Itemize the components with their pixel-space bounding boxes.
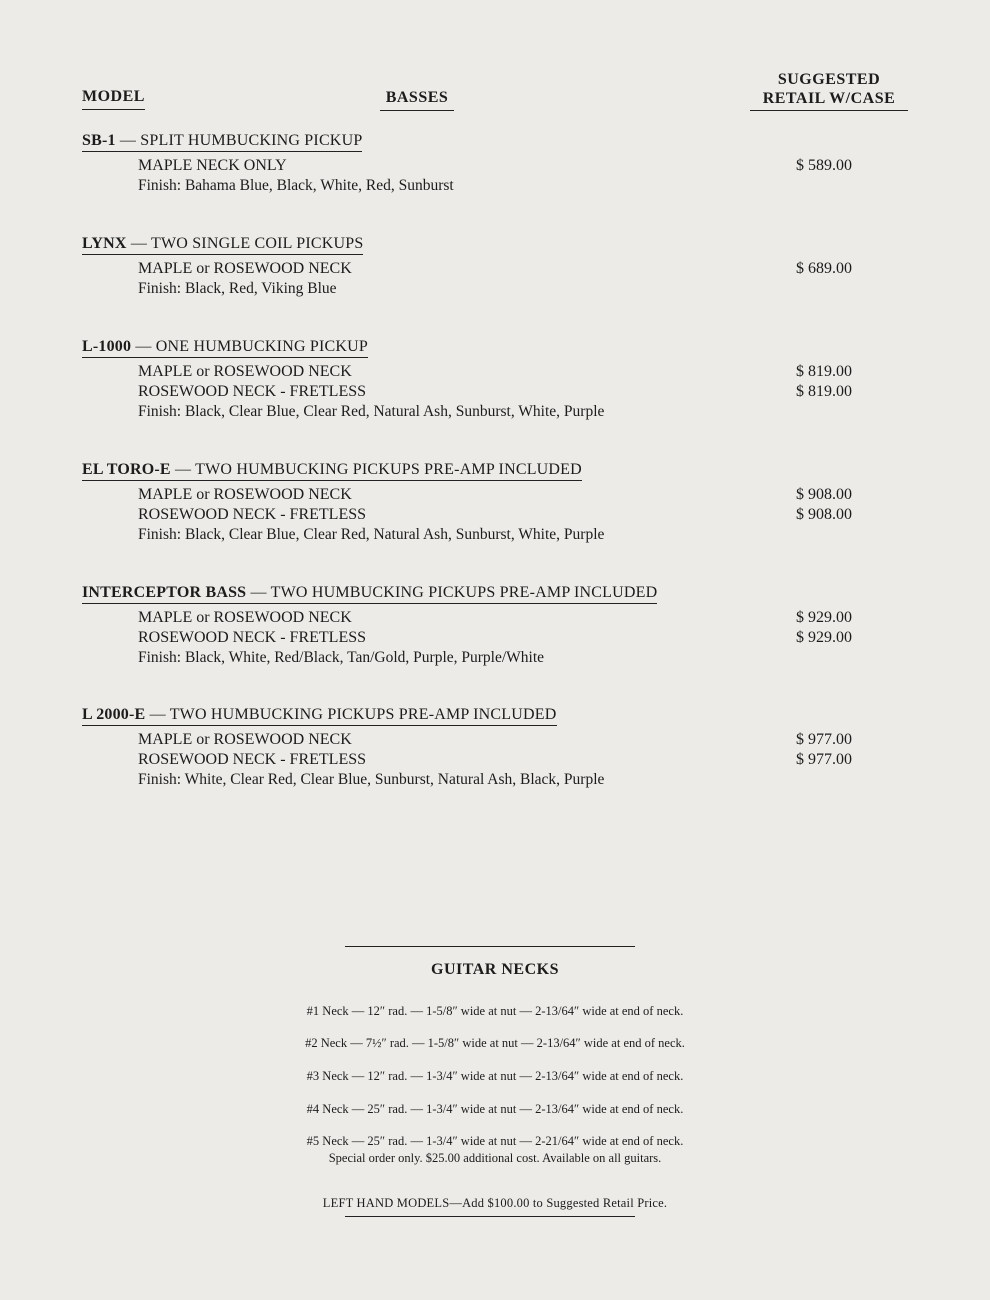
- neck-label: MAPLE or ROSEWOOD NECK: [138, 731, 352, 748]
- section-divider-bottom: [345, 1216, 635, 1217]
- model-sb-1: [82, 132, 902, 196]
- neck-option: [138, 730, 902, 750]
- model-title: [82, 461, 582, 481]
- neck-label: MAPLE or ROSEWOOD NECK: [138, 363, 352, 380]
- model-name: INTERCEPTOR BASS: [82, 584, 247, 601]
- price: $ 977.00: [796, 731, 852, 748]
- model-description: — SPLIT HUMBUCKING PICKUP: [115, 132, 363, 149]
- finish-options: Finish: Black, White, Red/Black, Tan/Gold, Purple, Purple/White: [138, 649, 545, 666]
- neck-option: [138, 608, 902, 628]
- neck-option: [138, 750, 902, 770]
- retail-header-line2: RETAIL W/CASE: [762, 90, 896, 107]
- finish-options: Finish: Bahama Blue, Black, White, Red, Sunburst: [138, 177, 454, 194]
- neck-spec-line: #4 Neck — 25″ rad. — 1-3/4″ wide at nut — 2-13/64″ wide at end of neck.: [306, 1102, 684, 1116]
- neck-label: MAPLE or ROSEWOOD NECK: [138, 260, 352, 277]
- neck-label: MAPLE or ROSEWOOD NECK: [138, 486, 352, 503]
- model-l-2000-e: [82, 706, 902, 790]
- neck-option: [138, 505, 902, 525]
- price: $ 908.00: [796, 486, 852, 503]
- neck-label: ROSEWOOD NECK - FRETLESS: [138, 751, 367, 768]
- neck-option: [138, 362, 902, 382]
- neck-label: ROSEWOOD NECK - FRETLESS: [138, 506, 367, 523]
- finish-options: Finish: Black, Clear Blue, Clear Red, Natural Ash, Sunburst, White, Purple: [138, 403, 605, 420]
- model-title: [82, 584, 657, 604]
- model-l-1000: [82, 338, 902, 422]
- neck-option: [138, 628, 902, 648]
- retail-header-line1: SUGGESTED: [777, 71, 881, 88]
- model-description: — TWO HUMBUCKING PICKUPS PRE-AMP INCLUDED: [246, 584, 658, 601]
- model-description: — TWO HUMBUCKING PICKUPS PRE-AMP INCLUDED: [145, 706, 557, 723]
- section-divider-top: [345, 946, 635, 947]
- model-lynx: [82, 235, 902, 299]
- model-description: — ONE HUMBUCKING PICKUP: [131, 338, 369, 355]
- model-title: [82, 235, 363, 255]
- model-title: [82, 132, 362, 152]
- neck-spec-line: #5 Neck — 25″ rad. — 1-3/4″ wide at nut — 2-21/64″ wide at end of neck.: [306, 1134, 684, 1148]
- neck-spec-line: #1 Neck — 12″ rad. — 1-5/8″ wide at nut — 2-13/64″ wide at end of neck.: [306, 1004, 684, 1018]
- model-name: L-1000: [82, 338, 132, 355]
- model-column-header: MODEL: [82, 88, 145, 110]
- price: $ 589.00: [796, 157, 852, 174]
- left-hand-models-note: LEFT HAND MODELS—Add $100.00 to Suggested Retail Price.: [322, 1196, 668, 1210]
- price: $ 819.00: [796, 383, 852, 400]
- retail-column-header: [750, 70, 908, 111]
- model-name: L 2000-E: [82, 706, 146, 723]
- special-order-note: Special order only. $25.00 additional cost. Available on all guitars.: [328, 1151, 662, 1165]
- neck-option: [138, 382, 902, 402]
- price: $ 929.00: [796, 609, 852, 626]
- price: $ 819.00: [796, 363, 852, 380]
- model-name: SB-1: [82, 132, 116, 149]
- finish-options: Finish: White, Clear Red, Clear Blue, Sunburst, Natural Ash, Black, Purple: [138, 771, 605, 788]
- neck-option: [138, 156, 902, 176]
- neck-label: MAPLE or ROSEWOOD NECK: [138, 609, 352, 626]
- price: $ 929.00: [796, 629, 852, 646]
- model-title: [82, 338, 368, 358]
- model-name: LYNX: [82, 235, 127, 252]
- neck-label: MAPLE NECK ONLY: [138, 157, 287, 174]
- guitar-necks-title: GUITAR NECKS: [431, 961, 559, 978]
- model-description: — TWO HUMBUCKING PICKUPS PRE-AMP INCLUDED: [170, 461, 582, 478]
- model-el-toro-e: [82, 461, 902, 545]
- neck-spec-line: #3 Neck — 12″ rad. — 1-3/4″ wide at nut — 2-13/64″ wide at end of neck.: [306, 1069, 684, 1083]
- neck-option: [138, 485, 902, 505]
- model-description: — TWO SINGLE COIL PICKUPS: [126, 235, 364, 252]
- neck-label: ROSEWOOD NECK - FRETLESS: [138, 629, 367, 646]
- basses-section-header: BASSES: [380, 89, 454, 111]
- model-interceptor-bass: [82, 584, 902, 668]
- neck-label: ROSEWOOD NECK - FRETLESS: [138, 383, 367, 400]
- neck-option: [138, 259, 902, 279]
- price: $ 908.00: [796, 506, 852, 523]
- finish-options: Finish: Black, Red, Viking Blue: [138, 280, 337, 297]
- neck-spec-line: #2 Neck — 7½″ rad. — 1-5/8″ wide at nut — 2-13/64″ wide at end of neck.: [305, 1036, 685, 1050]
- price: $ 689.00: [796, 260, 852, 277]
- finish-options: Finish: Black, Clear Blue, Clear Red, Natural Ash, Sunburst, White, Purple: [138, 526, 605, 543]
- model-title: [82, 706, 557, 726]
- price: $ 977.00: [796, 751, 852, 768]
- model-name: EL TORO-E: [82, 461, 171, 478]
